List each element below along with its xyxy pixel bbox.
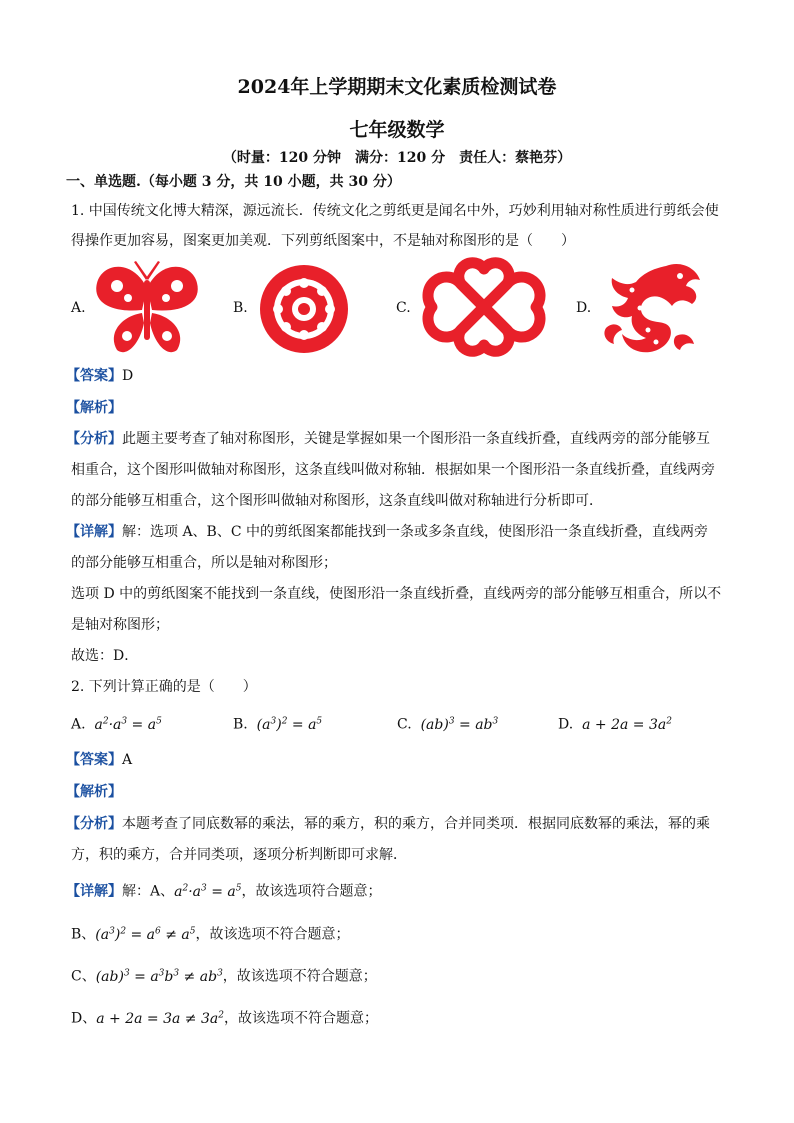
answer-value: D <box>122 368 134 384</box>
q2-answer: 【答案】A <box>66 752 133 768</box>
q1-detail-line1: 【详解】解：选项 A、B、C 中的剪纸图案都能找到一条或多条直线，使图形沿一条直线折叠，直线两旁 <box>66 524 709 540</box>
dragon-papercut-icon <box>596 258 704 358</box>
q2-detail-c: C、$(ab)^3 = a^3b^3 \ne ab^3$，故该选项不符合题意； <box>71 968 377 985</box>
q1-answer <box>66 366 133 386</box>
flower-papercut-icon <box>254 262 354 357</box>
q2-option-c: C. $(ab)^3 = ab^3$ <box>397 716 499 733</box>
q1-option-c-label: C. <box>396 300 411 316</box>
q1-detail-line3: 选项 D 中的剪纸图案不能找到一条直线，使图形沿一条直线折叠，直线两旁的部分能够互相重合，所以不 <box>71 586 722 602</box>
q2-option-a: A. $a^2\cdot a^3 = a^5$ <box>71 716 162 733</box>
q2-analysis-tag: 【解析】 <box>66 784 122 800</box>
q2-detail-d: D、$a + 2a = 3a \ne 3a^2$，故该选项不符合题意； <box>71 1010 378 1027</box>
q2-fenxi-line2: 方，积的乘方，合并同类项，逐项分析判断即可求解． <box>71 847 407 863</box>
q1-option-d-label: D. <box>576 300 592 316</box>
fenxi-tag: 【分析】 <box>66 431 122 447</box>
q1-choice: 故选：D． <box>71 648 139 664</box>
q2-option-d: D. $a + 2a = 3a^2$ <box>558 716 672 733</box>
butterfly-papercut-icon <box>92 258 202 358</box>
q2-detail-a: 【详解】解：A、$a^2\cdot a^3 = a^5$，故该选项符合题意； <box>66 883 382 900</box>
q1-fenxi-line2: 相重合，这个图形叫做轴对称图形，这条直线叫做对称轴．根据如果一个图形沿一条直线折叠，直线两旁 <box>71 462 715 478</box>
q2-fenxi-line1: 【分析】本题考查了同底数幂的乘法，幂的乘方，积的乘方，合并同类项．根据同底数幂的乘法，幂的乘 <box>66 816 710 832</box>
q2-option-b: B. $(a^3)^2 = a^5$ <box>233 716 323 733</box>
q1-option-a-label: A. <box>71 300 86 316</box>
q1-analysis-tag: 【解析】 <box>66 400 122 416</box>
chinese-knot-papercut-icon <box>416 257 552 357</box>
exam-subtitle: 七年级数学 <box>349 119 445 141</box>
q1-detail-line4: 是轴对称图形； <box>71 617 169 633</box>
detail-tag: 【详解】 <box>66 524 122 540</box>
q2-stem: 2. 下列计算正确的是（ ） <box>71 679 257 695</box>
section-heading: 一、单选题.（每小题 3 分，共 10 小题，共 30 分） <box>66 174 401 190</box>
answer-tag: 【答案】 <box>66 368 122 384</box>
q1-fenxi-line1: 【分析】此题主要考查了轴对称图形，关键是掌握如果一个图形沿一条直线折叠，直线两旁的部分能够互 <box>66 431 710 447</box>
q1-detail-line2: 的部分能够互相重合，所以是轴对称图形； <box>71 555 337 571</box>
q1-fenxi-line3: 的部分能够互相重合，这个图形叫做轴对称图形，这条直线叫做对称轴进行分析即可． <box>71 493 603 509</box>
q1-stem-line1: 1. 中国传统文化博大精深，源远流长．传统文化之剪纸更是闻名中外，巧妙利用轴对称性质进行剪纸会使 <box>71 203 719 219</box>
exam-info: （时量：120 分钟 满分：120 分 责任人：蔡艳芬） <box>222 150 572 166</box>
q2-detail-b: B、$(a^3)^2 = a^6 \ne a^5$，故该选项不符合题意； <box>71 926 350 943</box>
q1-option-b-label: B. <box>233 300 248 316</box>
exam-title: 2024年上学期期末文化素质检测试卷 <box>237 76 557 98</box>
q1-stem-line2: 得操作更加容易，图案更加美观．下列剪纸图案中，不是轴对称图形的是（ ） <box>71 233 575 249</box>
